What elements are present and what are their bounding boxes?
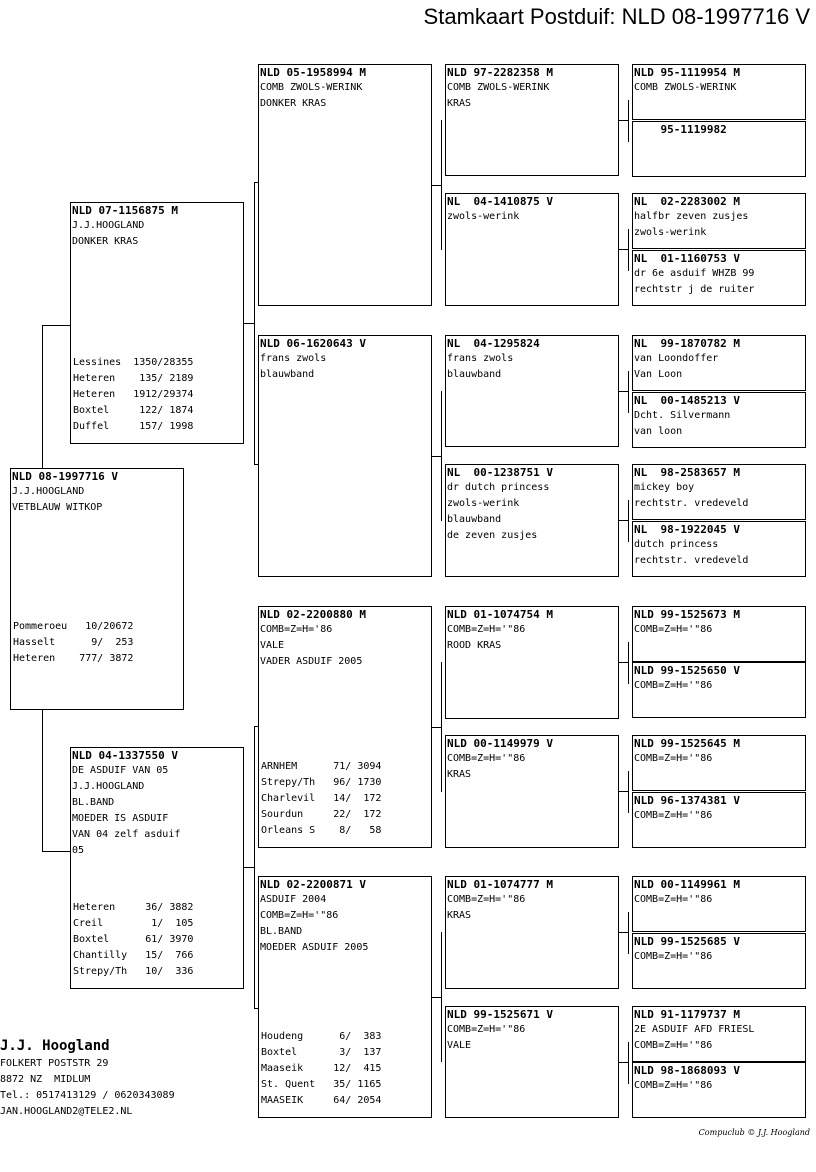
- pigeon-card-gen4: [632, 792, 806, 848]
- info-line: COMB=Z=H='"86: [447, 624, 526, 635]
- pigeon-card-great-grandparent: [445, 464, 619, 577]
- info-line: KRAS: [447, 910, 472, 921]
- race-result: Lessines 1350/28355: [73, 357, 194, 368]
- ring-number: NL 98-1922045 V: [634, 523, 740, 536]
- connector-line: [42, 325, 43, 468]
- ring-number: 95-1119982: [634, 123, 727, 136]
- ring-number: NL 98-2583657 M: [634, 466, 740, 479]
- info-line: Van Loon: [634, 369, 683, 380]
- connector-line: [628, 771, 629, 813]
- info-line: halfbr zeven zusjes: [634, 211, 749, 222]
- connector-line: [42, 710, 43, 851]
- connector-line: [254, 1008, 258, 1009]
- info-line: ASDUIF 2004: [260, 894, 327, 905]
- ring-number: NLD 01-1074754 M: [447, 608, 553, 621]
- owner-name: J.J. Hoogland: [0, 1038, 110, 1054]
- info-line: COMB=Z=H='"86: [634, 894, 713, 905]
- info-line: zwols-werink: [634, 227, 707, 238]
- info-line: VADER ASDUIF 2005: [260, 656, 363, 667]
- pigeon-card-gen4: [632, 521, 806, 577]
- info-line: zwols-werink: [447, 211, 520, 222]
- info-line: COMB ZWOLS-WERINK: [447, 82, 550, 93]
- connector-line: [244, 867, 254, 868]
- pigeon-card-gen4: [632, 392, 806, 448]
- connector-line: [628, 1042, 629, 1084]
- connector-line: [628, 371, 629, 413]
- race-result: Heteren 777/ 3872: [13, 653, 134, 664]
- ring-number: NLD 05-1958994 M: [260, 66, 366, 79]
- pigeon-card-mother: [70, 747, 244, 989]
- connector-line: [619, 520, 628, 521]
- info-line: Dcht. Silvermann: [634, 410, 731, 421]
- connector-line: [42, 851, 70, 852]
- race-result: Orleans S 8/ 58: [261, 825, 382, 836]
- pigeon-card-great-grandparent: [445, 335, 619, 447]
- info-line: VETBLAUW WITKOP: [12, 502, 103, 513]
- ring-number: NLD 07-1156875 M: [72, 204, 178, 217]
- connector-line: [619, 249, 628, 250]
- connector-line: [619, 791, 628, 792]
- info-line: van loon: [634, 426, 683, 437]
- ring-number: NLD 08-1997716 V: [12, 470, 118, 483]
- race-result: Heteren 36/ 3882: [73, 902, 194, 913]
- ring-number: NL 04-1295824: [447, 337, 540, 350]
- connector-line: [441, 391, 442, 521]
- pigeon-card-great-grandparent: [445, 1006, 619, 1118]
- connector-line: [42, 325, 70, 326]
- info-line: 05: [72, 845, 85, 856]
- connector-line: [254, 182, 258, 183]
- info-line: dr dutch princess: [447, 482, 550, 493]
- info-line: VALE: [260, 640, 285, 651]
- info-line: COMB ZWOLS-WERINK: [260, 82, 363, 93]
- info-line: COMB=Z=H='"86: [634, 753, 713, 764]
- info-line: BL.BAND: [260, 926, 303, 937]
- race-result: Heteren 1912/29374: [73, 389, 194, 400]
- ring-number: NLD 06-1620643 V: [260, 337, 366, 350]
- info-line: J.J.HOOGLAND: [72, 781, 145, 792]
- connector-line: [619, 662, 628, 663]
- info-line: MOEDER ASDUIF 2005: [260, 942, 369, 953]
- race-result: Creil 1/ 105: [73, 918, 194, 929]
- ring-number: NL 04-1410875 V: [447, 195, 553, 208]
- race-result: Chantilly 15/ 766: [73, 950, 194, 961]
- owner-phone: Tel.: 0517413129 / 0620343089: [0, 1090, 175, 1101]
- ring-number: NLD 02-2200871 V: [260, 878, 366, 891]
- race-result: Strepy/Th 10/ 336: [73, 966, 194, 977]
- info-line: rechtstr. vredeveld: [634, 498, 749, 509]
- pigeon-card-gen4: [632, 1006, 806, 1062]
- ring-number: NLD 98-1868093 V: [634, 1064, 740, 1077]
- ring-number: NLD 99-1525685 V: [634, 935, 740, 948]
- info-line: COMB=Z=H='"86: [634, 951, 713, 962]
- race-result: Maaseik 12/ 415: [261, 1063, 382, 1074]
- race-result: Boxtel 122/ 1874: [73, 405, 194, 416]
- pigeon-card-great-grandparent: [445, 735, 619, 848]
- info-line: COMB=Z=H='"86: [634, 680, 713, 691]
- pigeon-card-gen4: [632, 335, 806, 391]
- race-result: Sourdun 22/ 172: [261, 809, 382, 820]
- race-result: Houdeng 6/ 383: [261, 1031, 382, 1042]
- connector-line: [628, 642, 629, 684]
- ring-number: NL 00-1238751 V: [447, 466, 553, 479]
- ring-number: NLD 00-1149961 M: [634, 878, 740, 891]
- info-line: VALE: [447, 1040, 472, 1051]
- pigeon-card-gen4: [632, 606, 806, 662]
- pigeon-card-gen4: [632, 662, 806, 718]
- race-result: St. Quent 35/ 1165: [261, 1079, 382, 1090]
- info-line: blauwband: [260, 369, 315, 380]
- pigeon-card-gen4: [632, 193, 806, 249]
- owner-address-line: FOLKERT POSTSTR 29: [0, 1058, 109, 1069]
- info-line: VAN 04 zelf asduif: [72, 829, 181, 840]
- connector-line: [619, 120, 628, 121]
- connector-line: [628, 100, 629, 142]
- info-line: dutch princess: [634, 539, 719, 550]
- info-line: COMB=Z=H='"86: [634, 624, 713, 635]
- connector-line: [619, 1062, 628, 1063]
- info-line: COMB=Z=H='"86: [634, 1040, 713, 1051]
- pigeon-card-grandparent: [258, 606, 432, 848]
- connector-line: [619, 932, 628, 933]
- connector-line: [254, 726, 258, 727]
- info-line: J.J.HOOGLAND: [12, 486, 85, 497]
- connector-line: [628, 912, 629, 954]
- ring-number: NLD 99-1525673 M: [634, 608, 740, 621]
- race-result: Strepy/Th 96/ 1730: [261, 777, 382, 788]
- connector-line: [628, 229, 629, 271]
- pigeon-card-gen4: [632, 933, 806, 989]
- info-line: COMB=Z=H='"86: [634, 810, 713, 821]
- ring-number: NLD 02-2200880 M: [260, 608, 366, 621]
- connector-line: [619, 391, 628, 392]
- footer-credit: Compuclub © J.J. Hoogland: [698, 1128, 810, 1137]
- owner-email: JAN.HOOGLAND2@TELE2.NL: [0, 1106, 133, 1117]
- info-line: COMB=Z=H='"86: [447, 1024, 526, 1035]
- pigeon-card-gen4: [632, 735, 806, 791]
- owner-address-line: 8872 NZ MIDLUM: [0, 1074, 91, 1085]
- ring-number: NLD 91-1179737 M: [634, 1008, 740, 1021]
- info-line: KRAS: [447, 769, 472, 780]
- pigeon-card-grandparent: [258, 876, 432, 1118]
- ring-number: NLD 00-1149979 V: [447, 737, 553, 750]
- page-title: Stamkaart Postduif: NLD 08-1997716 V: [423, 4, 810, 29]
- ring-number: NL 99-1870782 M: [634, 337, 740, 350]
- ring-number: NLD 95-1119954 M: [634, 66, 740, 79]
- race-result: MAASEIK 64/ 2054: [261, 1095, 382, 1106]
- race-result: Charlevil 14/ 172: [261, 793, 382, 804]
- connector-line: [441, 932, 442, 1062]
- info-line: KRAS: [447, 98, 472, 109]
- info-line: dr 6e asduif WHZB 99: [634, 268, 755, 279]
- info-line: van Loondoffer: [634, 353, 719, 364]
- info-line: zwols-werink: [447, 498, 520, 509]
- info-line: COMB=Z=H='86: [260, 624, 333, 635]
- pigeon-card-grandparent: [258, 64, 432, 306]
- connector-line: [254, 726, 255, 1008]
- race-result: Pommeroeu 10/20672: [13, 621, 134, 632]
- info-line: MOEDER IS ASDUIF: [72, 813, 169, 824]
- info-line: de zeven zusjes: [447, 530, 538, 541]
- info-line: rechtstr. vredeveld: [634, 555, 749, 566]
- pigeon-card-father: [70, 202, 244, 444]
- connector-line: [254, 182, 255, 464]
- pigeon-card-gen4: [632, 250, 806, 306]
- info-line: COMB=Z=H='"86: [447, 753, 526, 764]
- info-line: BL.BAND: [72, 797, 115, 808]
- pigeon-card-gen4: [632, 64, 806, 120]
- info-line: COMB ZWOLS-WERINK: [634, 82, 737, 93]
- ring-number: NL 00-1485213 V: [634, 394, 740, 407]
- pigeon-card-subject: [10, 468, 184, 710]
- connector-line: [441, 662, 442, 792]
- info-line: mickey boy: [634, 482, 695, 493]
- pigeon-card-grandparent: [258, 335, 432, 577]
- ring-number: NLD 04-1337550 V: [72, 749, 178, 762]
- pigeon-card-gen4: [632, 121, 806, 177]
- race-result: ARNHEM 71/ 3094: [261, 761, 382, 772]
- ring-number: NLD 99-1525671 V: [447, 1008, 553, 1021]
- connector-line: [244, 323, 254, 324]
- info-line: rechtstr j de ruiter: [634, 284, 755, 295]
- pigeon-card-gen4: [632, 464, 806, 520]
- info-line: DE ASDUIF VAN 05: [72, 765, 169, 776]
- pigeon-card-gen4: [632, 876, 806, 932]
- ring-number: NLD 97-2282358 M: [447, 66, 553, 79]
- info-line: ROOD KRAS: [447, 640, 502, 651]
- ring-number: NLD 01-1074777 M: [447, 878, 553, 891]
- info-line: DONKER KRAS: [260, 98, 327, 109]
- race-result: Heteren 135/ 2189: [73, 373, 194, 384]
- info-line: COMB=Z=H='"86: [447, 894, 526, 905]
- race-result: Boxtel 3/ 137: [261, 1047, 382, 1058]
- owner-info: [0, 1036, 175, 1120]
- info-line: J.J.HOOGLAND: [72, 220, 145, 231]
- ring-number: NL 01-1160753 V: [634, 252, 740, 265]
- ring-number: NLD 96-1374381 V: [634, 794, 740, 807]
- info-line: blauwband: [447, 369, 502, 380]
- info-line: frans zwols: [447, 353, 514, 364]
- info-line: frans zwols: [260, 353, 327, 364]
- connector-line: [254, 464, 258, 465]
- info-line: blauwband: [447, 514, 502, 525]
- connector-line: [628, 500, 629, 542]
- info-line: 2E ASDUIF AFD FRIESL: [634, 1024, 755, 1035]
- pigeon-card-gen4: [632, 1062, 806, 1118]
- race-result: Hasselt 9/ 253: [13, 637, 134, 648]
- race-result: Boxtel 61/ 3970: [73, 934, 194, 945]
- pigeon-card-great-grandparent: [445, 606, 619, 719]
- info-line: DONKER KRAS: [72, 236, 139, 247]
- info-line: COMB=Z=H='"86: [634, 1080, 713, 1091]
- race-result: Duffel 157/ 1998: [73, 421, 194, 432]
- pigeon-card-great-grandparent: [445, 64, 619, 176]
- pigeon-card-great-grandparent: [445, 876, 619, 989]
- info-line: COMB=Z=H='"86: [260, 910, 339, 921]
- ring-number: NLD 99-1525650 V: [634, 664, 740, 677]
- ring-number: NL 02-2283002 M: [634, 195, 740, 208]
- ring-number: NLD 99-1525645 M: [634, 737, 740, 750]
- pigeon-card-great-grandparent: [445, 193, 619, 306]
- connector-line: [441, 120, 442, 250]
